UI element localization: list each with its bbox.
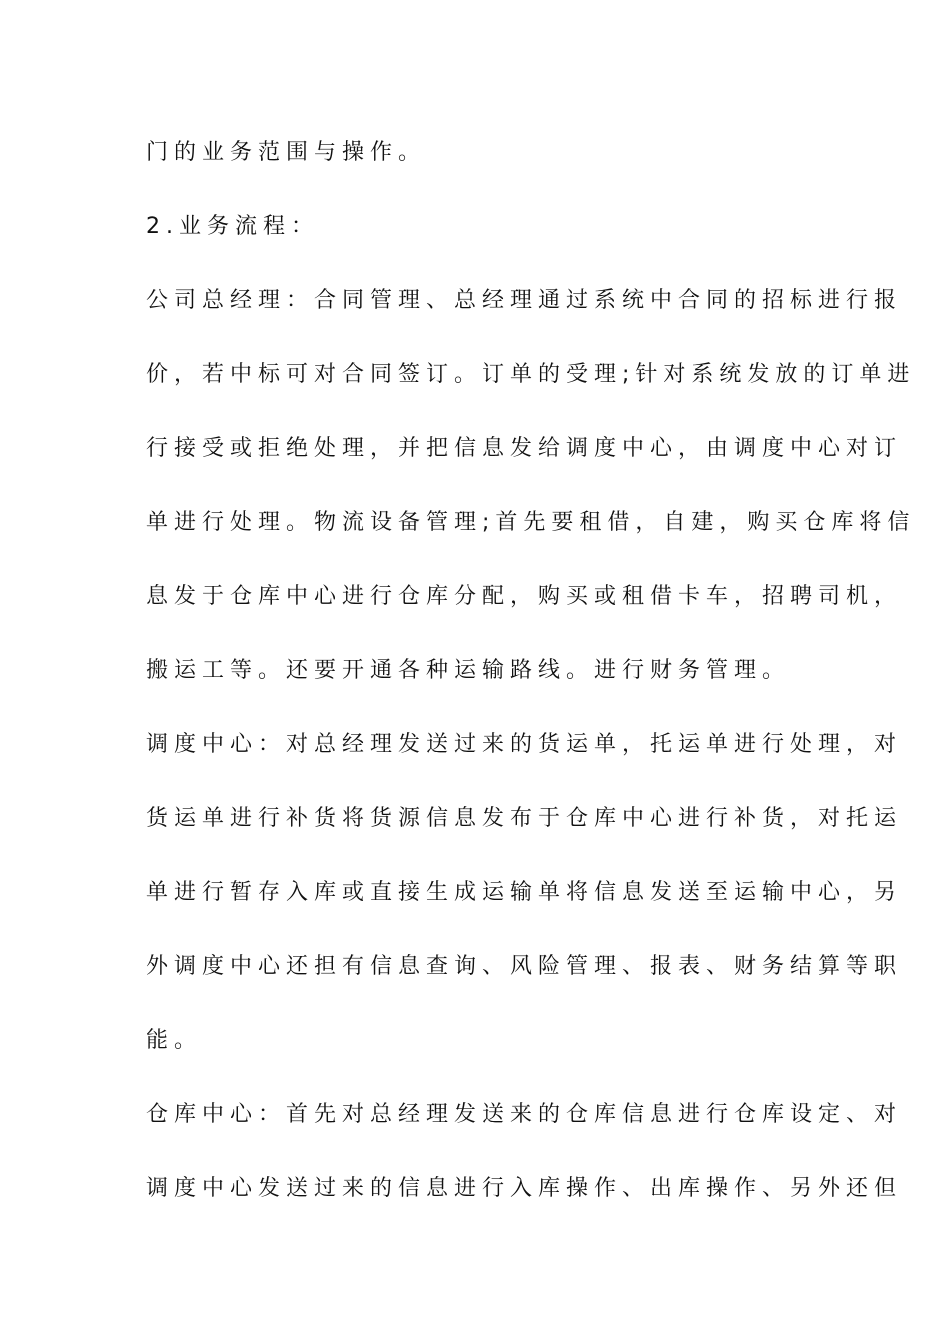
- text-line-13: 能。: [146, 1028, 203, 1053]
- text-line-6: 单进行处理。物流设备管理;首先要租借，自建，购买仓库将信: [146, 510, 916, 535]
- text-line-4: 价，若中标可对合同签订。订单的受理;针对系统发放的订单进: [146, 362, 916, 387]
- text-line-8: 搬运工等。还要开通各种运输路线。进行财务管理。: [146, 658, 791, 683]
- text-line-10: 货运单进行补货将货源信息发布于仓库中心进行补货，对托运: [146, 806, 903, 831]
- text-line-15: 调度中心发送过来的信息进行入库操作、出库操作、另外还但: [146, 1176, 903, 1201]
- text-line-1: 门的业务范围与操作。: [146, 140, 427, 165]
- text-line-9: 调度中心：对总经理发送过来的货运单，托运单进行处理，对: [146, 732, 903, 757]
- text-line-7: 息发于仓库中心进行仓库分配，购买或租借卡车，招聘司机，: [146, 584, 903, 609]
- text-line-11: 单进行暂存入库或直接生成运输单将信息发送至运输中心，另: [146, 880, 903, 905]
- text-line-2: 2.业务流程：: [146, 214, 319, 239]
- text-line-5: 行接受或拒绝处理，并把信息发给调度中心，由调度中心对订: [146, 436, 903, 461]
- text-line-3: 公司总经理：合同管理、总经理通过系统中合同的招标进行报: [146, 288, 903, 313]
- text-line-14: 仓库中心：首先对总经理发送来的仓库信息进行仓库设定、对: [146, 1102, 903, 1127]
- text-line-12: 外调度中心还担有信息查询、风险管理、报表、财务结算等职: [146, 954, 903, 979]
